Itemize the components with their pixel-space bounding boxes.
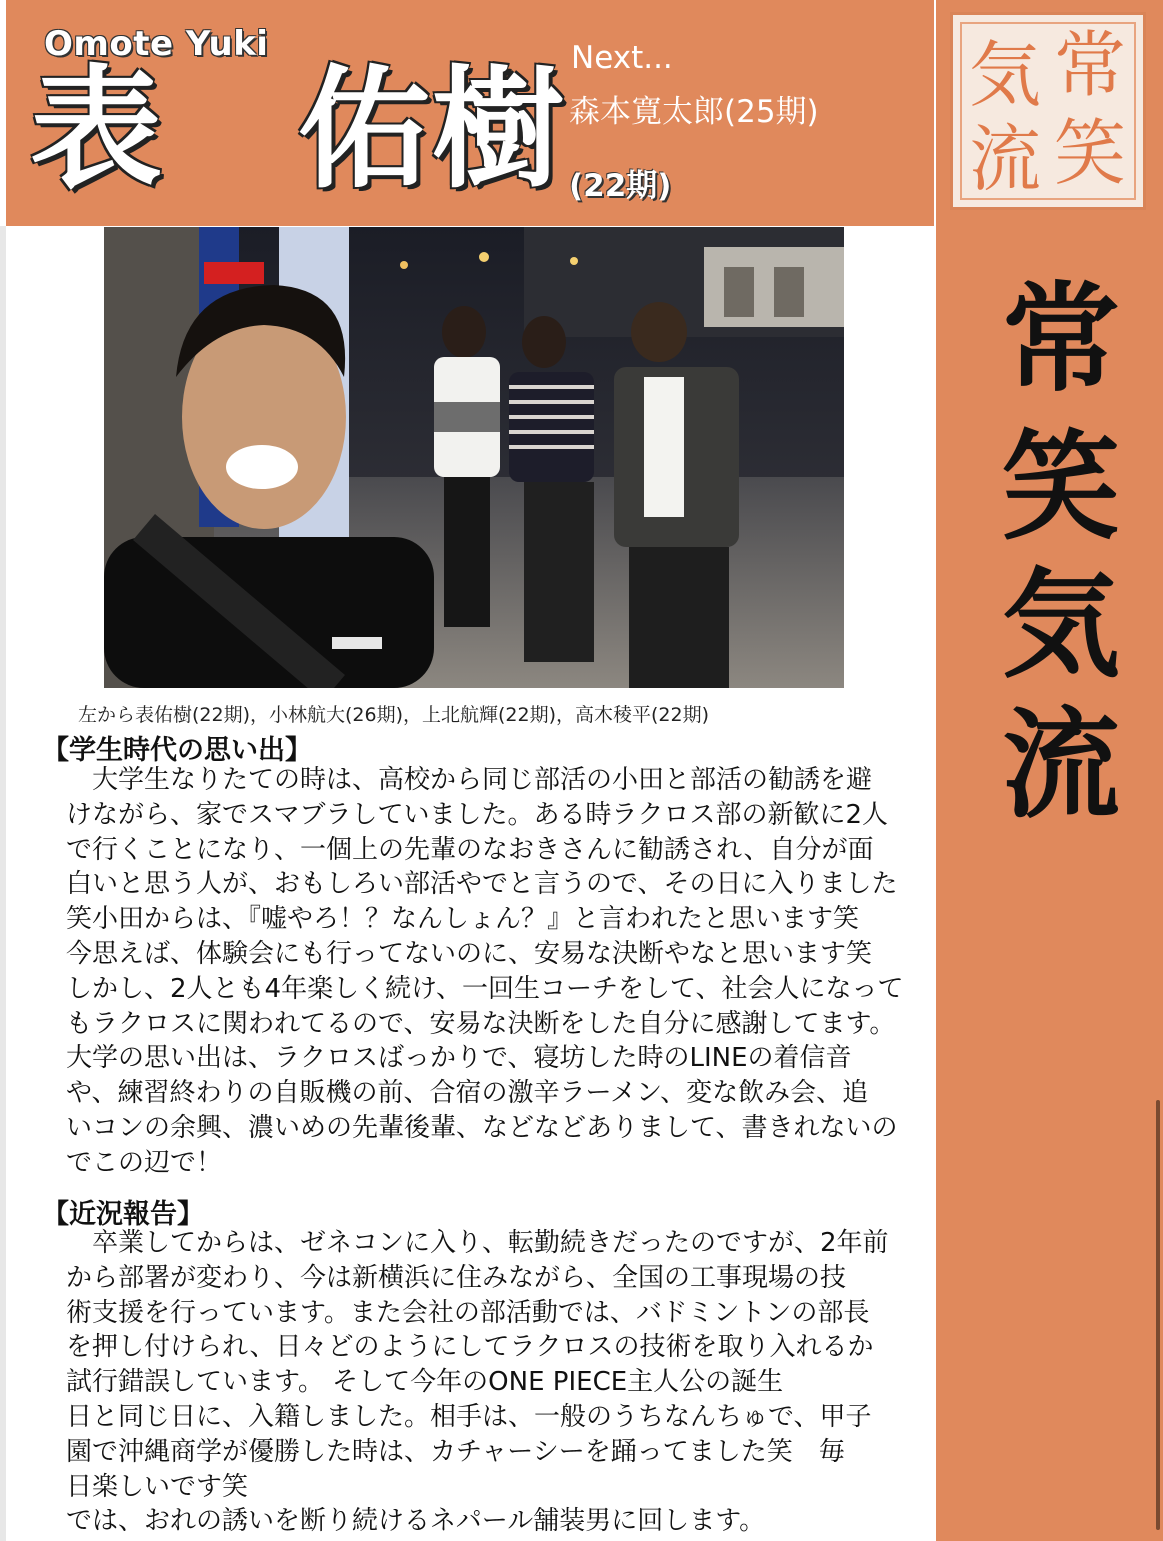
text-line: 今思えば、体験会にも行ってないのに、安易な決断やなと思います笑 [66, 938, 873, 969]
text-line: でこの辺で！ [66, 1147, 223, 1178]
section-title-memories: 【学生時代の思い出】 [42, 735, 312, 766]
header-banner [6, 0, 934, 226]
romaji-name: Omote Yuki [44, 24, 269, 64]
text-line: 術支援を行っています。また会社の部活動では、バドミントンの部長 [66, 1297, 870, 1328]
text-line: 園で沖縄商学が優勝した時は、カチャーシーを踊ってました笑 毎 [66, 1436, 845, 1467]
next-person: 森本寛太郎(25期) [569, 94, 819, 130]
text-line: いコンの余興、濃いめの先輩後輩、などなどありまして、書きれないの [66, 1112, 898, 1143]
seal-char: 笑 [1053, 111, 1126, 195]
seal-logo [950, 12, 1146, 210]
seal-char: 常 [1053, 23, 1126, 107]
text-line: しかし、2人とも4年楽しく続け、一回生コーチをして、社会人になって [66, 973, 904, 1004]
next-label: Next... [571, 40, 673, 76]
text-line: 日楽しいです笑 [66, 1471, 249, 1502]
photo-caption: 左から表佑樹(22期)，小林航大(26期)，上北航輝(22期)，高木稜平(22期) [78, 704, 710, 726]
text-line: 試行錯誤しています。 そして今年のONE PIECE主人公の誕生 [66, 1367, 784, 1398]
text-line: で行くことになり、一個上の先輩のなおきさんに勧誘され、自分が面 [66, 834, 874, 865]
text-line: もラクロスに関われてるので、安易な決断をした自分に感謝してます。 [66, 1008, 896, 1039]
sidebar-char: 気 [1001, 555, 1120, 694]
text-line: を押し付けられ、日々どのようにしてラクロスの技術を取り入れるか [66, 1332, 874, 1363]
text-line: 大学生なりたての時は、高校から同じ部活の小田と部活の勧誘を避 [66, 765, 873, 795]
sidebar-char: 笑 [1001, 417, 1120, 556]
scrollbar[interactable] [1156, 1100, 1160, 1530]
group-photo [104, 227, 844, 688]
text-line: 日と同じ日に、入籍しました。相手は、一般のうちなんちゅで、甲子 [66, 1401, 872, 1432]
page-edge [0, 226, 6, 1541]
recent-news-text [66, 1226, 911, 1539]
memories-text [66, 763, 911, 1181]
section-title-recent-news: 【近況報告】 [42, 1199, 204, 1230]
text-line: では、おれの誘いを断り続けるネパール舗装男に回します。 [66, 1506, 766, 1537]
text-line: 卒業してからは、ゼネコンに入り、転勤続きだったのですが、2年前 [66, 1228, 889, 1258]
text-line: や、練習終わりの自販機の前、合宿の激辛ラーメン、変な飲み会、追 [66, 1078, 869, 1109]
seal-char: 気 [968, 33, 1041, 117]
page-title: 表 佑樹 [30, 53, 566, 207]
text-line: けながら、家でスマブラしていました。ある時ラクロス部の新歓に2人 [66, 799, 889, 830]
text-line: から部署が変わり、今は新横浜に住みながら、全国の工事現場の技 [66, 1262, 847, 1293]
sidebar-char: 常 [1001, 269, 1120, 408]
text-line: 大学の思い出は、ラクロスばっかりで、寝坊した時のLINEの着信音 [66, 1043, 852, 1074]
seal-char: 流 [968, 117, 1041, 201]
generation-label: (22期) [569, 168, 672, 204]
sidebar-char: 流 [1001, 695, 1120, 834]
text-line: 笑小田からは、『嘘やろ！？なんしょん？』と言われたと思います笑 [66, 904, 860, 935]
text-line: 白いと思う人が、おもしろい部活やでと言うので、その日に入りました [66, 869, 898, 900]
